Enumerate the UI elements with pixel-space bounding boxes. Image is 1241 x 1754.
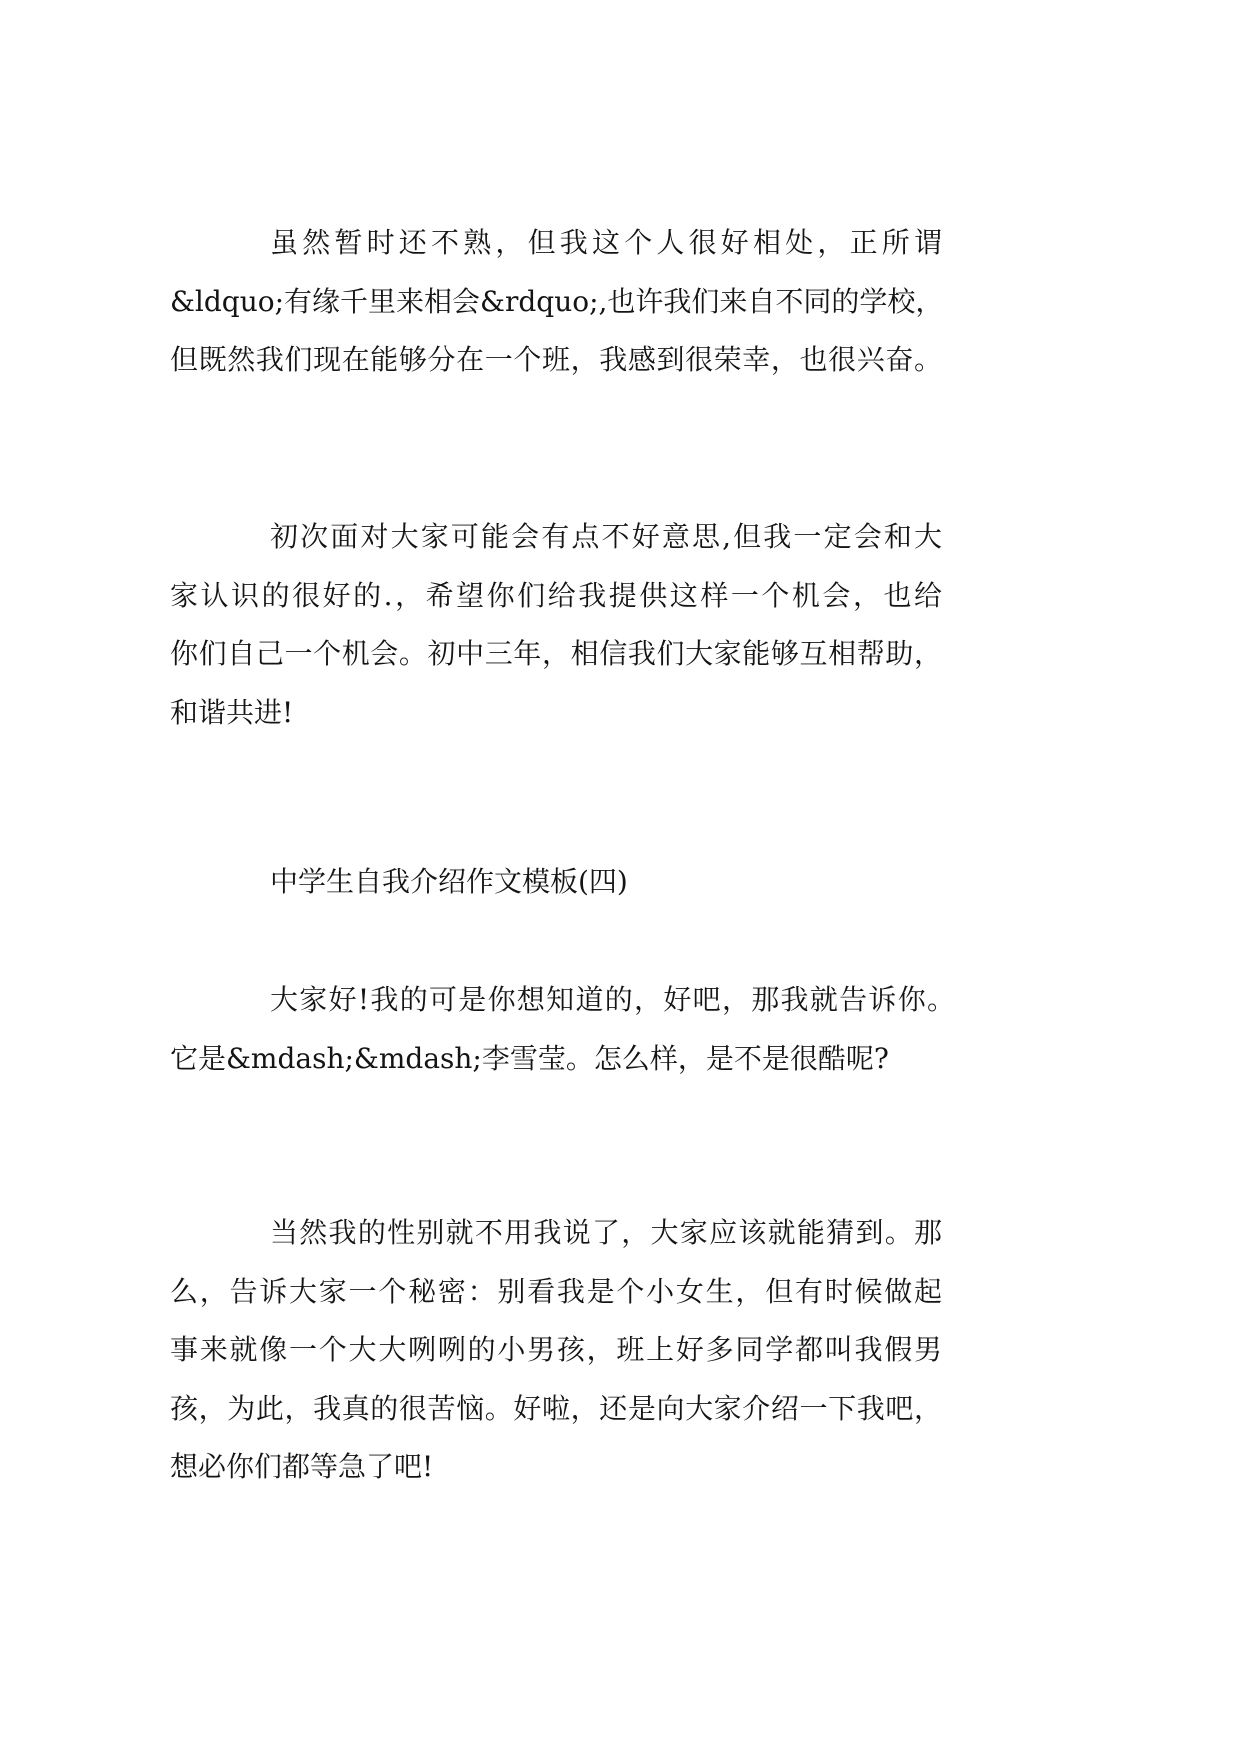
paragraph-4-line-3: 事来就像一个大大咧咧的小男孩，班上好多同学都叫我假男 <box>170 1333 942 1366</box>
section-heading: 中学生自我介绍作文模板(四) <box>270 865 628 898</box>
paragraph-4-line-5: 想必你们都等急了吧! <box>170 1450 434 1483</box>
paragraph-4-line-2: 么，告诉大家一个秘密：别看我是个小女生，但有时候做起 <box>170 1274 942 1308</box>
paragraph-1-line-3: 但既然我们现在能够分在一个班，我感到很荣幸，也很兴奋。 <box>170 343 942 376</box>
paragraph-1-line-2: &ldquo;有缘千里来相会&rdquo;,也许我们来自不同的学校， <box>170 284 944 318</box>
paragraph-3 <box>170 971 955 1088</box>
paragraph-3-line-1: 大家好!我的可是你想知道的，好吧，那我就告诉你。 <box>270 983 955 1016</box>
paragraph-3-line-2: 它是&mdash;&mdash;李雪莹。怎么样，是不是很酷呢? <box>170 1041 889 1075</box>
paragraph-2-line-4: 和谐共进! <box>170 695 294 729</box>
paragraph-2-line-2: 家认识的很好的.，希望你们给我提供这样一个机会，也给 <box>170 578 942 612</box>
paragraph-2-line-1: 初次面对大家可能会有点不好意思,但我一定会和大 <box>270 520 942 553</box>
paragraph-4 <box>170 1204 942 1497</box>
section-heading-block <box>170 853 942 912</box>
paragraph-2 <box>170 508 942 742</box>
paragraph-1-line-1: 虽然暂时还不熟，但我这个人很好相处，正所谓 <box>270 226 942 259</box>
paragraph-4-line-4: 孩，为此，我真的很苦恼。好啦，还是向大家介绍一下我吧， <box>170 1391 942 1425</box>
paragraph-1 <box>170 214 942 390</box>
paragraph-4-line-1: 当然我的性别就不用我说了，大家应该就能猜到。那 <box>270 1216 942 1249</box>
paragraph-2-line-3: 你们自己一个机会。初中三年，相信我们大家能够互相帮助， <box>170 637 942 670</box>
